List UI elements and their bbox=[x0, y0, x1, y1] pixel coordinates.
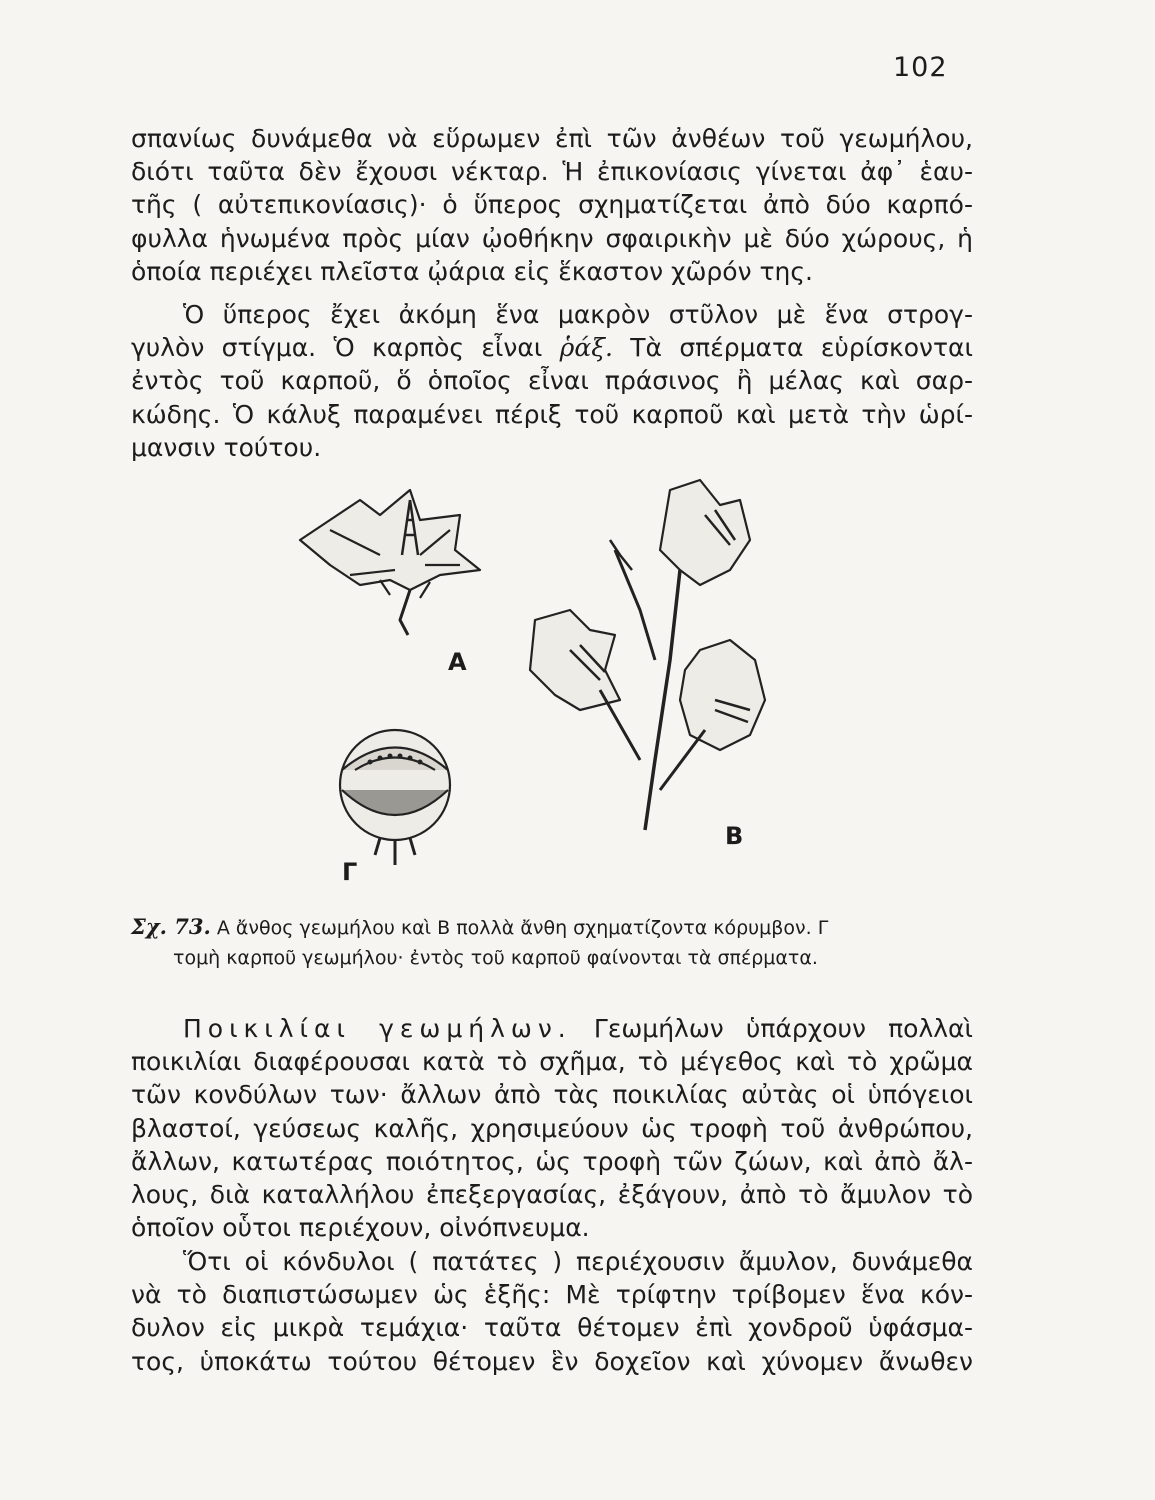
text-line: διότι ταῦτα δὲν ἔχουσι νέκταρ. Ἡ ἐπικονίασις γίνεται ἀφ᾽ ἑαυ- bbox=[131, 157, 973, 187]
text-line: βλαστοί, γεύσεως καλῆς, χρησιμεύουν ὡς τροφὴ τοῦ ἀνθρώπου, bbox=[131, 1113, 973, 1143]
text-line: σπανίως δυνάμεθα νὰ εὕρωμεν ἐπὶ τῶν ἀνθέων τοῦ γεωμήλου, bbox=[131, 124, 973, 153]
text-line: ποικιλίαι διαφέρουσαι κατὰ τὸ σχῆμα, τὸ μέγεθος καὶ τὸ χρῶμα bbox=[131, 1047, 973, 1077]
paragraph-1 bbox=[131, 122, 973, 288]
text-line: μανσιν τούτου. bbox=[131, 432, 322, 462]
caption-text: Α ἄνθος γεωμήλου καὶ Β πολλὰ ἄνθη σχηματίζοντα κόρυμβον. Γ bbox=[216, 917, 829, 939]
flower-a-drawing bbox=[300, 490, 480, 635]
figure-label-g: Γ bbox=[342, 858, 358, 886]
potato-flower-figure bbox=[260, 460, 820, 890]
fruit-g-drawing bbox=[340, 730, 450, 865]
text-span: γυλὸν στίγμα. Ὁ καρπὸς εἶναι bbox=[131, 333, 543, 363]
page-number: 102 bbox=[893, 52, 948, 83]
caption-line: τομὴ καρποῦ γεωμήλου· ἐντὸς τοῦ καρποῦ φαίνονται τὰ σπέρματα. bbox=[173, 947, 818, 969]
text-line: λους, διὰ καταλλήλου ἐπεξεργασίας, ἐξάγουν, ἀπὸ τὸ ἄμυλον τὸ bbox=[131, 1179, 973, 1209]
text-span: Τὰ σπέρματα εὑρίσκονται bbox=[630, 333, 973, 363]
figure-label-b: Β bbox=[725, 822, 744, 850]
text-line: ἄλλων, κατωτέρας ποιότητος, ὡς τροφὴ τῶν ζώων, καὶ ἀπὸ ἄλ- bbox=[131, 1146, 973, 1176]
text-line: τος, ὑποκάτω τούτου θέτομεν ἓν δοχεῖον καὶ χύνομεν ἄνωθεν bbox=[131, 1346, 973, 1376]
text-line bbox=[131, 331, 973, 364]
text-line: Ὅτι οἱ κόνδυλοι ( πατάτες ) περιέχουσιν ἄμυλον, δυνάμεθα bbox=[183, 1247, 973, 1276]
text-line: ὁποία περιέχει πλεῖστα ᾠάρια εἰς ἕκαστον χῶρόν της. bbox=[131, 256, 813, 286]
section-heading: Ποικιλίαι γεωμήλων. bbox=[183, 1014, 572, 1043]
caption-line bbox=[131, 912, 973, 943]
paragraph-4 bbox=[131, 1245, 973, 1378]
text-line bbox=[131, 1012, 973, 1045]
paragraph-3 bbox=[131, 1012, 973, 1244]
figure-number: Σχ. 73. bbox=[131, 914, 211, 939]
italic-term: ῥάξ. bbox=[559, 333, 613, 363]
text-line: κώδης. Ὁ κάλυξ παραμένει πέριξ τοῦ καρποῦ καὶ μετὰ τὴν ὡρί- bbox=[131, 399, 973, 429]
text-line: δυλον εἰς μικρὰ τεμάχια· ταῦτα θέτομεν ἐπὶ χονδροῦ ὑφάσμα- bbox=[131, 1313, 973, 1343]
text-line: φυλλα ἡνωμένα πρὸς μίαν ᾠοθήκην σφαιρικὴν μὲ δύο χώρους, ἡ bbox=[131, 223, 973, 253]
paragraph-2 bbox=[131, 298, 973, 464]
text-line: Ὁ ὕπερος ἔχει ἀκόμη ἕνα μακρὸν στῦλον μὲ ἕνα στρογ- bbox=[183, 300, 973, 329]
text-line: ὁποῖον οὗτοι περιέχουν, οἰνόπνευμα. bbox=[131, 1213, 590, 1243]
flower-b-drawing bbox=[530, 480, 765, 830]
text-line: τῆς ( αὐτεπικονίασις)· ὁ ὕπερος σχηματίζεται ἀπὸ δύο καρπό- bbox=[131, 190, 973, 220]
text-line: νὰ τὸ διαπιστώσωμεν ὡς ἑξῆς: Μὲ τρίφτην τρίβομεν ἕνα κόν- bbox=[131, 1280, 973, 1310]
figure-label-a: Α bbox=[448, 648, 467, 676]
text-span: Γεωμήλων ὑπάρχουν πολλαὶ bbox=[593, 1014, 973, 1043]
text-line: ἐντὸς τοῦ καρποῦ, ὅ ὁποῖος εἶναι πράσινος ἢ μέλας καὶ σαρ- bbox=[131, 366, 973, 396]
text-line: τῶν κονδύλων των· ἄλλων ἀπὸ τὰς ποικιλίας αὐτὰς οἱ ὑπόγειοι bbox=[131, 1080, 973, 1110]
figure-caption bbox=[131, 912, 973, 973]
